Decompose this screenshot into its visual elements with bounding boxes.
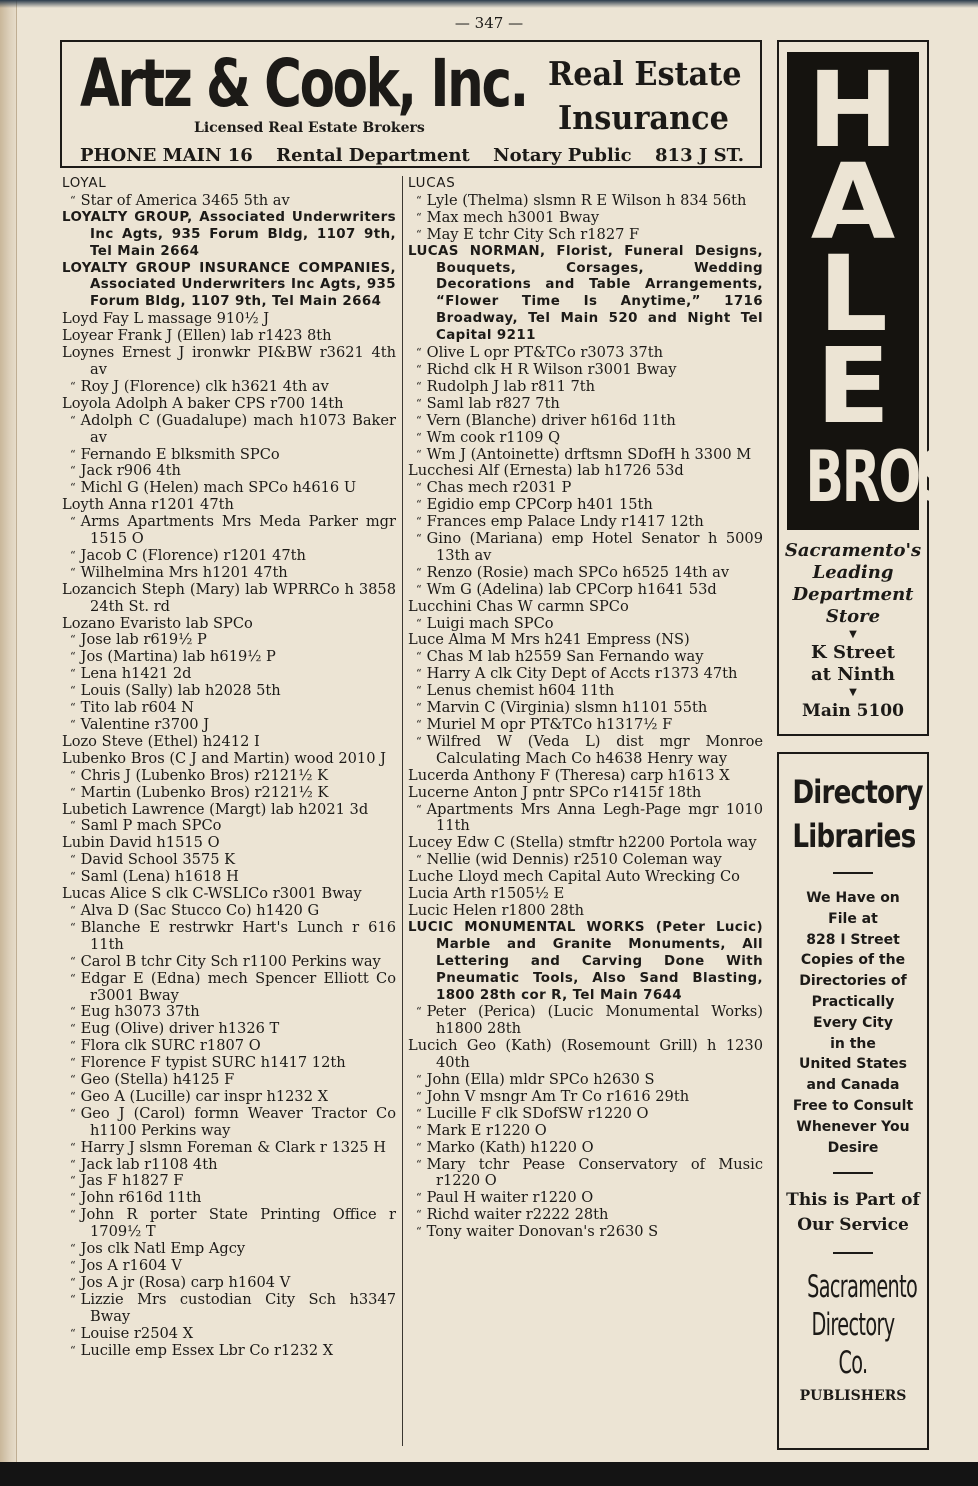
directory-entry: “ Fernando E blksmith SPCo — [62, 447, 396, 464]
directory-entry: Lucchini Chas W carmn SPCo — [408, 597, 629, 615]
directory-entry: “ Edgar E (Edna) mech Spencer Elliott Co r3001 Bway — [62, 971, 396, 1005]
directory-entry: Loyear Frank J (Ellen) lab r1423 8th — [62, 327, 332, 345]
directory-entry: “ Eug (Olive) driver h1326 T — [62, 1021, 396, 1038]
hale-logo-block — [787, 49, 971, 530]
dl-body-line: Directories of — [799, 973, 907, 990]
directory-entry: “ Lena h1421 2d — [62, 666, 396, 683]
directory-entry: Lucic Helen r1800 28th — [408, 901, 585, 919]
directory-entry: “ Saml (Lena) h1618 H — [62, 869, 396, 886]
directory-libraries-ad — [777, 752, 929, 1450]
hale-letter: E — [815, 325, 891, 447]
directory-entry: Lubin David h1515 O — [62, 834, 220, 852]
dl-body-line: Every City — [813, 1014, 893, 1031]
directory-entry: “ Frances emp Palace Lndy r1417 12th — [408, 514, 763, 531]
directory-entry: Luce Alma M Mrs h241 Empress (NS) — [408, 631, 690, 649]
directory-entry: “ Jos (Martina) lab h619½ P — [62, 649, 396, 666]
directory-entry: “ Alva D (Sac Stucco Co) h1420 G — [62, 903, 396, 920]
directory-entry: Lucerne Anton J pntr SPCo r1415f 18th — [408, 783, 702, 801]
directory-entry: “ Rudolph J lab r811 7th — [408, 379, 763, 396]
directory-entry: Loyd Fay L massage 910½ J — [62, 310, 270, 328]
hale-bros-ad — [777, 40, 971, 736]
hale-address: at Ninth — [810, 664, 896, 685]
directory-entry: “ Wilhelmina Mrs h1201 47th — [62, 565, 396, 582]
directory-entry: “ Jos A r1604 V — [62, 1258, 396, 1275]
directory-entry: “ Martin (Lubenko Bros) r2121½ K — [62, 785, 396, 802]
surname-header: LOYAL — [62, 176, 107, 191]
directory-entry: “ Arms Apartments Mrs Meda Parker mgr 1515 O — [62, 514, 396, 548]
dl-body-line: and Canada — [806, 1077, 900, 1094]
directory-entry: Lucerda Anthony F (Theresa) carp h1613 X — [408, 766, 730, 784]
directory-entry: “ Carol B tchr City Sch r1100 Perkins way — [62, 954, 396, 971]
directory-entry: “ Jos clk Natl Emp Agcy — [62, 1241, 396, 1258]
surname-header: LUCAS — [408, 176, 456, 191]
directory-entry: “ Muriel M opr PT&TCo h1317½ F — [408, 717, 763, 734]
directory-entry: “ Jas F h1827 F — [62, 1173, 396, 1190]
directory-entry: “ Jack lab r1108 4th — [62, 1157, 396, 1174]
ad-notary: Notary Public — [493, 145, 632, 166]
business-listing: LOYALTY GROUP INSURANCE COMPANIES, Associated Underwriters Inc Agts, 935 Forum Bldg, 1107 9th, Tel Main 2664 — [62, 260, 396, 310]
directory-entry: “ Marko (Kath) h1220 O — [408, 1140, 763, 1157]
directory-entry: “ Luigi mach SPCo — [408, 616, 763, 633]
publisher-name: Co. — [838, 1345, 868, 1382]
directory-entry: Lucchesi Alf (Ernesta) lab h1726 53d — [408, 462, 684, 480]
directory-entry: “ Chas M lab h2559 San Fernando way — [408, 649, 763, 666]
directory-entry: “ Mark E r1220 O — [408, 1123, 763, 1140]
directory-entry: “ Jack r906 4th — [62, 463, 396, 480]
divider-rule — [833, 872, 873, 874]
directory-entry: “ Blanche E restrwkr Hart's Lunch r 616 11th — [62, 920, 396, 954]
directory-entry: “ John r616d 11th — [62, 1190, 396, 1207]
divider-rule — [833, 1252, 873, 1254]
directory-entry: “ John R porter State Printing Office r 1709½ T — [62, 1207, 396, 1241]
directory-entry: “ Paul H waiter r1220 O — [408, 1190, 763, 1207]
directory-entry: Lozo Steve (Ethel) h2412 I — [62, 732, 260, 750]
scan-bottom-edge — [0, 1462, 978, 1486]
ad-footer — [80, 145, 744, 166]
dl-body-line: United States — [799, 1056, 907, 1073]
directory-entry: “ John V msngr Am Tr Co r1616 29th — [408, 1089, 763, 1106]
directory-entry: “ Flora clk SURC r1807 O — [62, 1038, 396, 1055]
hale-address: K Street — [811, 642, 895, 663]
dl-title: Libraries — [792, 817, 916, 855]
directory-entry: “ Chas mech r2031 P — [408, 480, 763, 497]
directory-entry: “ John (Ella) mldr SPCo h2630 S — [408, 1072, 763, 1089]
dl-body-line: 828 I Street — [806, 931, 900, 948]
directory-entry: “ Jose lab r619½ P — [62, 632, 396, 649]
directory-entry: “ Richd waiter r2222 28th — [408, 1207, 763, 1224]
column-divider — [402, 176, 403, 1446]
directory-entry: “ Egidio emp CPCorp h401 15th — [408, 497, 763, 514]
ad-rental: Rental Department — [276, 145, 470, 166]
directory-entry: “ Jacob C (Florence) r1201 47th — [62, 548, 396, 565]
hale-tagline: Leading — [812, 562, 894, 583]
dl-body-line: Practically — [811, 993, 895, 1010]
directory-entry: “ Richd clk H R Wilson r3001 Bway — [408, 362, 763, 379]
hale-tagline: Store — [825, 606, 881, 627]
directory-entry: “ Adolph C (Guadalupe) mach h1073 Baker av — [62, 413, 396, 447]
ad-phone: PHONE MAIN 16 — [80, 145, 253, 166]
ad-real-estate: Real Estate — [548, 54, 742, 93]
directory-entry: Lubenko Bros (C J and Martin) wood 2010 J — [62, 749, 386, 767]
dl-body-line: Free to Consult — [792, 1097, 914, 1114]
directory-entry: “ Star of America 3465 5th av — [62, 193, 396, 210]
directory-entry: “ Marvin C (Virginia) slsmn h1101 55th — [408, 700, 763, 717]
directory-entry: “ Geo (Stella) h4125 F — [62, 1072, 396, 1089]
directory-entry: “ Lucille F clk SDofSW r1220 O — [408, 1106, 763, 1123]
directory-entry: “ Harry J slsmn Foreman & Clark r 1325 H — [62, 1140, 396, 1157]
directory-entry: “ Peter (Perica) (Lucic Monumental Works) h1800 28th — [408, 1004, 763, 1038]
directory-entry: “ Eug h3073 37th — [62, 1004, 396, 1021]
directory-entry: “ Chris J (Lubenko Bros) r2121½ K — [62, 768, 396, 785]
dl-service: Our Service — [797, 1215, 909, 1236]
directory-entry: “ Valentine r3700 J — [62, 717, 396, 734]
directory-entry: “ Nellie (wid Dennis) r2510 Coleman way — [408, 852, 763, 869]
triangle-down-icon: ▼ — [849, 687, 857, 698]
directory-entry: “ Wm G (Adelina) lab CPCorp h1641 53d — [408, 582, 763, 599]
directory-entry: “ Harry A clk City Dept of Accts r1373 47th — [408, 666, 763, 683]
ad-company-name: Artz & Cook, Inc. — [80, 45, 527, 122]
hale-phone: Main 5100 — [802, 701, 904, 721]
directory-entry: Loynes Ernest J ironwkr PI&BW r3621 4th av — [62, 344, 396, 378]
divider-rule — [833, 1172, 873, 1174]
artz-cook-ad — [60, 40, 762, 168]
directory-entry: “ Wm J (Antoinette) drftsmn SDofH h 3300 M — [408, 447, 763, 464]
directory-entry: “ Florence F typist SURC h1417 12th — [62, 1055, 396, 1072]
directory-entry: Lubetich Lawrence (Margt) lab h2021 3d — [62, 800, 369, 818]
book-spine — [0, 0, 17, 1462]
directory-entry: Loyth Anna r1201 47th — [62, 496, 234, 514]
directory-entry: “ Mary tchr Pease Conservatory of Music r1220 O — [408, 1157, 763, 1191]
directory-entry: Lucas Alice S clk C-WSLICo r3001 Bway — [62, 885, 362, 903]
directory-entry: “ Geo A (Lucille) car inspr h1232 X — [62, 1089, 396, 1106]
directory-entry: Loyola Adolph A baker CPS r700 14th — [62, 394, 344, 412]
directory-entry: “ Apartments Mrs Anna Legh-Page mgr 1010 11th — [408, 802, 763, 836]
publisher-name: Sacramento — [807, 1269, 918, 1306]
directory-entry: Lozancich Steph (Mary) lab WPRRCo h 3858 24th St. rd — [62, 580, 396, 615]
directory-entry: “ Lizzie Mrs custodian City Sch h3347 Bway — [62, 1292, 396, 1326]
hale-letter: A — [810, 141, 896, 263]
directory-entry: “ Max mech h3001 Bway — [408, 210, 763, 227]
ad-address: 813 J ST. — [655, 145, 744, 166]
directory-entry: “ Olive L opr PT&TCo r3073 37th — [408, 345, 763, 362]
directory-entry: “ Louis (Sally) lab h2028 5th — [62, 683, 396, 700]
dl-service: This is Part of — [786, 1190, 920, 1211]
ad-insurance: Insurance — [558, 98, 729, 137]
business-listing: LOYALTY GROUP, Associated Underwriters Inc Agts, 935 Forum Bldg, 1107 9th, Tel Main 2664 — [62, 209, 396, 259]
directory-entry: “ Wm cook r1109 Q — [408, 430, 763, 447]
hale-letter: L — [818, 233, 888, 355]
middle-listing-column — [408, 176, 763, 1241]
directory-entry: Lucich Geo (Kath) (Rosemount Grill) h 1230 40th — [408, 1037, 763, 1072]
directory-entry: Luche Lloyd mech Capital Auto Wrecking Co — [408, 868, 740, 886]
directory-entry: “ Saml P mach SPCo — [62, 818, 396, 835]
directory-entry: “ Lyle (Thelma) slsmn R E Wilson h 834 56th — [408, 193, 763, 210]
dl-body-line: Copies of the — [800, 952, 906, 969]
directory-entry: “ Lucille emp Essex Lbr Co r1232 X — [62, 1343, 396, 1360]
dl-body-line: Whenever You — [796, 1118, 910, 1135]
directory-entry: “ Wilfred W (Veda L) dist mgr Monroe Calculating Mach Co h4638 Henry way — [408, 734, 763, 768]
directory-entry: “ Michl G (Helen) mach SPCo h4616 U — [62, 480, 396, 497]
directory-entry: “ Vern (Blanche) driver h616d 11th — [408, 413, 763, 430]
business-listing: LUCIC MONUMENTAL WORKS (Peter Lucic) Marble and Granite Monuments, All Lettering and Carving Done With Pneumatic Tools, Also Sand Blasting, 1800 28th cor R, Tel Main 7644 — [408, 919, 763, 1003]
directory-entry: “ Tito lab r604 N — [62, 700, 396, 717]
directory-entry: Lucia Arth r1505½ E — [408, 885, 565, 903]
dl-title: Directory — [792, 773, 923, 811]
directory-entry: Lozano Evaristo lab SPCo — [62, 614, 253, 632]
publisher-name: Directory — [811, 1307, 895, 1344]
page-number: — 347 — — [454, 14, 524, 32]
directory-entry: “ Gino (Mariana) emp Hotel Senator h 5009 13th av — [408, 531, 763, 565]
directory-entry: “ Saml lab r827 7th — [408, 396, 763, 413]
directory-entry: “ Roy J (Florence) clk h3621 4th av — [62, 379, 396, 396]
dl-body-line: in the — [830, 1035, 876, 1052]
hale-letter: H — [807, 49, 899, 171]
directory-entry: “ Lenus chemist h604 11th — [408, 683, 763, 700]
dl-body-line: We Have on — [806, 890, 900, 906]
publishers-label: PUBLISHERS — [799, 1388, 907, 1405]
directory-entry: Lucey Edw C (Stella) stmftr h2200 Portola way — [408, 834, 757, 852]
hale-tagline: Department — [792, 584, 914, 605]
top-shadow — [0, 0, 978, 8]
directory-entry: “ Louise r2504 X — [62, 1326, 396, 1343]
directory-entry: “ May E tchr City Sch r1827 F — [408, 227, 763, 244]
ad-licensed: Licensed Real Estate Brokers — [194, 120, 425, 136]
business-listing: LUCAS NORMAN, Florist, Funeral Designs, Bouquets, Corsages, Wedding Decorations and Table Arrangements, “Flower Time Is Anytime,” 1716 Broadway, Tel Main 520 and Night Tel Capital 9211 — [408, 243, 763, 344]
hale-tagline: Sacramento's — [784, 540, 922, 561]
dl-body-line: Desire — [827, 1139, 879, 1156]
dl-body — [779, 888, 927, 1158]
hale-bros-text: BROS. — [805, 436, 971, 518]
directory-entry: “ Geo J (Carol) formn Weaver Tractor Co h1100 Perkins way — [62, 1106, 396, 1140]
directory-entry: “ Jos A jr (Rosa) carp h1604 V — [62, 1275, 396, 1292]
left-listing-column — [62, 176, 396, 1359]
hale-details — [779, 540, 927, 722]
dl-body-line: File at — [828, 910, 878, 927]
directory-entry: “ Renzo (Rosie) mach SPCo h6525 14th av — [408, 565, 763, 582]
directory-entry: “ David School 3575 K — [62, 852, 396, 869]
triangle-down-icon: ▼ — [849, 629, 857, 640]
directory-entry: “ Tony waiter Donovan's r2630 S — [408, 1224, 763, 1241]
